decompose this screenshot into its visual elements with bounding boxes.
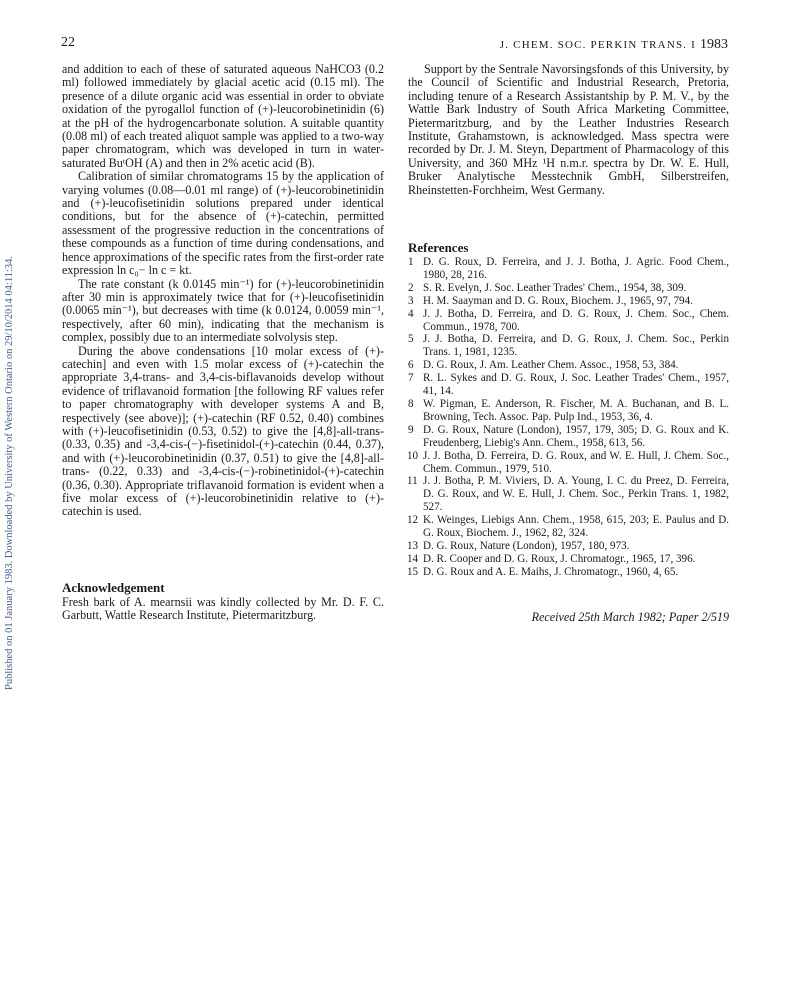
reference-item: [408, 295, 729, 308]
reference-number: 3: [408, 294, 414, 307]
journal-name: J. CHEM. SOC. PERKIN TRANS. I: [499, 39, 697, 51]
reference-item: [408, 398, 729, 424]
reference-item: [408, 372, 729, 398]
reference-number: 2: [408, 281, 414, 294]
reference-item: [408, 566, 729, 579]
reference-item: [408, 333, 729, 359]
reference-number: 7: [408, 372, 414, 385]
left-column: [62, 63, 384, 519]
reference-text: J. J. Botha, D. Ferreira, and D. G. Roux, J. Chem. Soc., Chem. Commun., 1978, 700.: [423, 307, 729, 333]
acknowledgement-body: Fresh bark of A. mearnsii was kindly collected by Mr. D. F. C. Garbutt, Wattle Research Institute, Pietermaritzburg.: [62, 595, 384, 623]
paragraph-support: Support by the Sentrale Navorsingsfonds of this University, by the Council of Scientific and Industrial Research, Pretoria, including tenure of a Research Assistantship by P. M. V., by the Wattle Bark Industry of South Africa Marketing Committee, Pietermaritzburg, and by the Leather Industries Research Institute, Grahamstown, is acknowledged. Mass spectra were recorded by Dr. J. M. Steyn, Department of Pharmacology of this University, and 360 MHz ¹H n.m.r. spectra by Dr. W. E. Hull, Bruker Analytische Messtechnik GmbH, Silberstreifen, Rheinstetten-Forchheim, West Germany.: [408, 62, 729, 197]
reference-number: 9: [408, 423, 414, 436]
reference-text: J. J. Botha, D. Ferreira, D. G. Roux, and W. E. Hull, J. Chem. Soc., Chem. Commun., 1979, 510.: [423, 449, 729, 475]
reference-text: D. G. Roux, D. Ferreira, and J. J. Botha, J. Agric. Food Chem., 1980, 28, 216.: [423, 256, 729, 281]
right-column: [408, 63, 729, 197]
reference-item: [408, 450, 729, 476]
paragraph-calibration: Calibration of similar chromatograms 15 by the application of varying volumes (0.08—0.01 ml range) of (+)-leucorobinetinidin and (+)-leucofisetinidin solutions prepared under identical conditions, but for the absence of (+)-catechin, permitted assessment of the progressive reduction in the concentrations of these compounds as a function of time during condensations, and hence approximations of the specific rates from the first-order rate expression ln c₀− ln c = kt.: [62, 169, 384, 278]
reference-number: 14: [407, 552, 419, 565]
reference-number: 1: [408, 256, 414, 268]
paragraph-sample-prep: and addition to each of these of saturated aqueous NaHCO3 (0.2 ml) followed immediately by glacial acetic acid (0.15 ml). The presence of a dilute organic acid was essential in order to obviate oxidation of the pyrogallol function of (+)-leucorobinetinidin (6) at the pH of the hydrogencarbonate solution. A suitable quantity (0.08 ml) of each treated aliquot sample was applied to a two-way paper chromatogram, which was developed in turn in water-saturated BuᵗOH (A) and then in 2% acetic acid (B).: [62, 62, 384, 170]
reference-text: S. R. Evelyn, J. Soc. Leather Trades' Chem., 1954, 38, 309.: [423, 281, 687, 294]
reference-text: K. Weinges, Liebigs Ann. Chem., 1958, 615, 203; E. Paulus and D. G. Roux, Biochem. J., 1962, 82, 324.: [423, 514, 729, 540]
reference-item: [408, 359, 729, 372]
reference-number: 4: [408, 307, 414, 320]
references-list: [408, 256, 729, 579]
reference-item: [408, 553, 729, 566]
paragraph-condensations: During the above condensations [10 molar excess of (+)-catechin] and even with 1.5 molar excess of (+)-catechin the appropriate 3,4-trans- and 3,4-cis-biflavanoids develop without evidence of triflavanoid formation [the following RF values refer to paper chromatography with developer systems A and B, respectively (see above)]; (+)-catechin (RF 0.52, 0.40) combines with (+)-leucofisetinidin (0.53, 0.52) to give the [4,8]-all-trans- (0.33, 0.35) and -3,4-cis-(−)-fisetinidol-(+)-catechin (0.44, 0.37), and with (+)-leucorobinetinidin (0.37, 0.51) to give the [4,8]-all-trans- (0.22, 0.33) and -3,4-cis-(−)-robinetinidol-(+)-catechin (0.36, 0.30). Appropriate triflavanoid formation is evident when a five molar excess of (+)-leucorobinetinidin relative to (+)-catechin is used.: [62, 343, 384, 519]
reference-item: [408, 424, 729, 450]
reference-number: 8: [408, 397, 414, 410]
reference-item: [408, 540, 729, 553]
paragraph-rate-constant: The rate constant (k 0.0145 min⁻¹) for (+)-leucorobinetinidin after 30 min is approximately twice that for (+)-leucofisetinidin (0.0065 min⁻¹), but decreases with time (k 0.0124, 0.0059 min⁻¹, respectively, after 60 min), indicating that the mechanism is complex, possibly due to an intermediate solvolysis step.: [62, 276, 384, 345]
reference-number: 5: [408, 333, 414, 346]
reference-text: J. J. Botha, P. M. Viviers, D. A. Young, I. C. du Preez, D. Ferreira, D. G. Roux, and W. E. Hull, J. Chem. Soc., Perkin Trans. 1, 1982, 527.: [423, 475, 729, 514]
reference-text: J. J. Botha, D. Ferreira, and D. G. Roux, J. Chem. Soc., Perkin Trans. 1, 1981, 1235.: [423, 333, 729, 359]
reference-number: 11: [407, 475, 418, 488]
acknowledgement-heading: Acknowledgement: [62, 580, 165, 595]
reference-text: H. M. Saayman and D. G. Roux, Biochem. J., 1965, 97, 794.: [423, 294, 693, 307]
reference-text: D. G. Roux and A. E. Maihs, J. Chromatogr., 1960, 4, 65.: [423, 565, 679, 578]
reference-item: [408, 475, 729, 514]
journal-year: 1983: [700, 37, 728, 52]
reference-number: 10: [407, 449, 419, 462]
reference-text: W. Pigman, E. Anderson, R. Fischer, M. A. Buchanan, and B. L. Browning, Tech. Assoc. Pap. Pulp Ind., 1953, 36, 4.: [423, 397, 729, 423]
references-heading: References: [408, 240, 469, 255]
reference-text: D. G. Roux, J. Am. Leather Chem. Assoc., 1958, 53, 384.: [423, 359, 679, 372]
reference-number: 12: [407, 514, 419, 527]
reference-number: 6: [408, 359, 414, 372]
reference-text: D. G. Roux, Nature (London), 1957, 180, 973.: [423, 539, 630, 552]
reference-text: D. R. Cooper and D. G. Roux, J. Chromatogr., 1965, 17, 396.: [423, 552, 696, 565]
reference-item: [408, 282, 729, 295]
reference-item: [408, 514, 729, 540]
publication-stamp-text: Published on 01 January 1983. Downloaded by University of Western Ontario on 29/10/2014 04:11:34.: [4, 256, 15, 690]
reference-text: D. G. Roux, Nature (London), 1957, 179, 305; D. G. Roux and K. Freudenberg, Liebig's Ann. Chem., 1958, 613, 56.: [423, 423, 729, 449]
page-number: 22: [61, 35, 75, 50]
reference-number: 13: [407, 539, 419, 552]
reference-item: [408, 256, 729, 282]
reference-item: [408, 308, 729, 334]
reference-text: R. L. Sykes and D. G. Roux, J. Soc. Leather Trades' Chem., 1957, 41, 14.: [423, 372, 729, 398]
running-head: [500, 37, 728, 53]
received-date: Received 25th March 1982; Paper 2/519: [531, 610, 729, 624]
reference-number: 15: [407, 565, 419, 578]
publication-stamp: [4, 130, 18, 690]
